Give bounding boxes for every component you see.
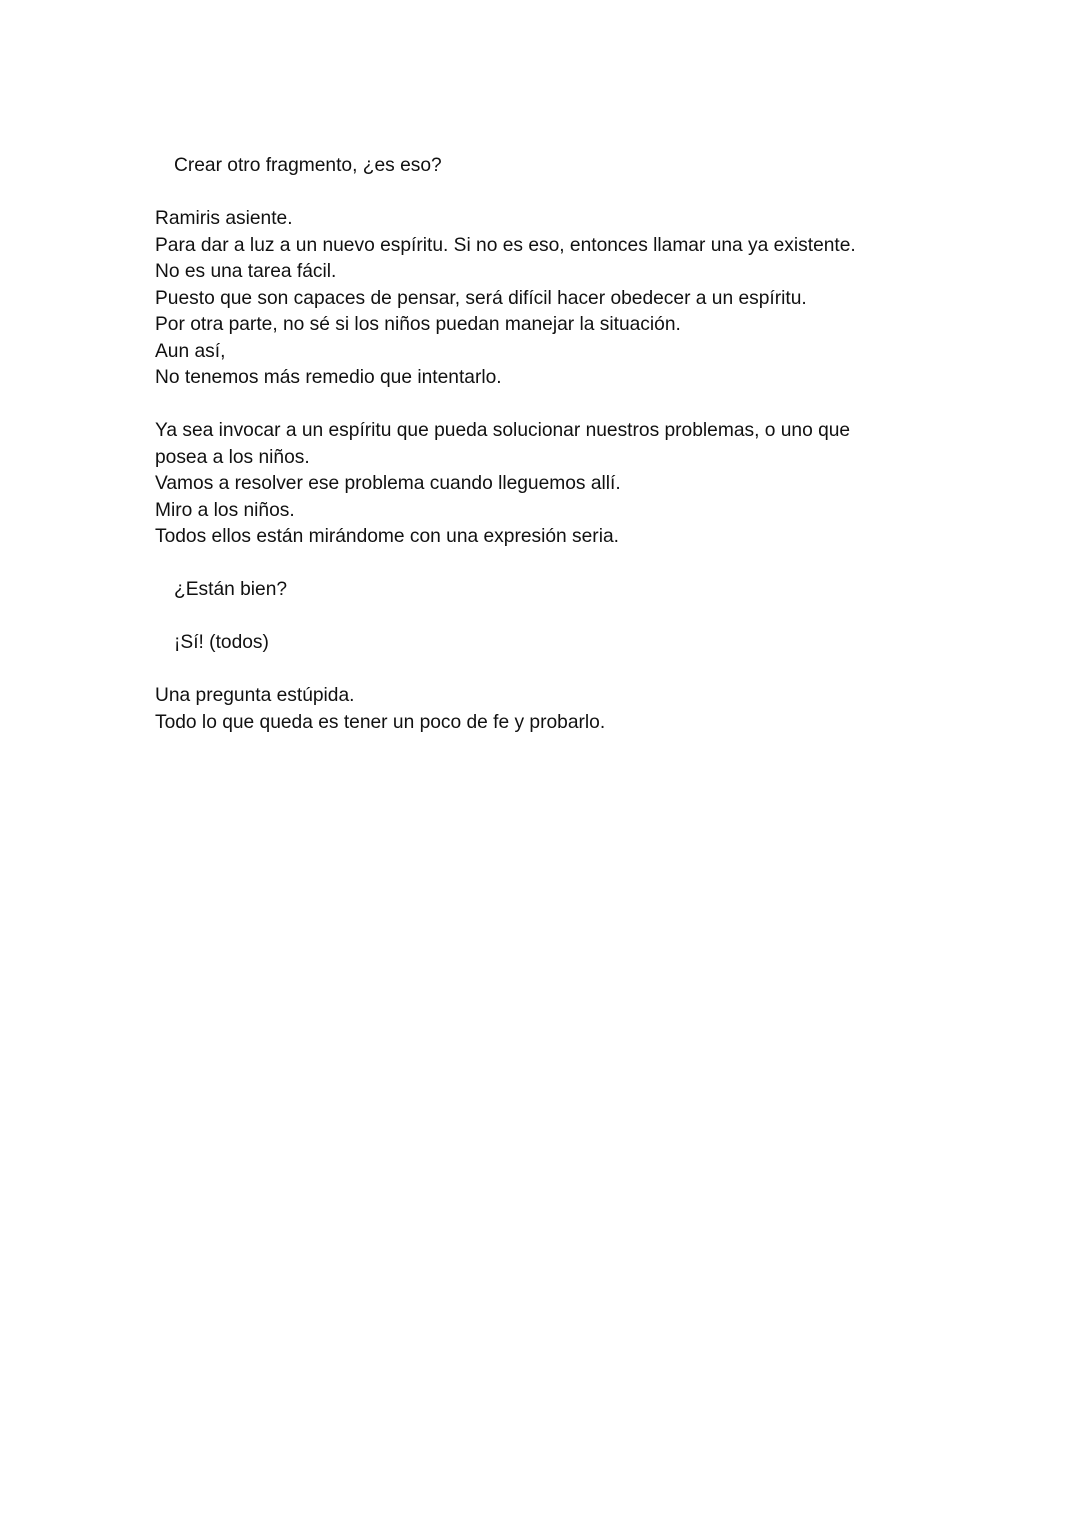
narration-line: Miro a los niños. (155, 499, 295, 521)
narration-line: Por otra parte, no sé si los niños puedan manejar la situación. (155, 314, 681, 335)
narration-line: Aun así, (155, 340, 226, 362)
narration-line: Para dar a luz a un nuevo espíritu. Si no es eso, entonces llamar una ya existente. (155, 234, 856, 256)
narration-line: Puesto que son capaces de pensar, será difícil hacer obedecer a un espíritu. (155, 287, 807, 309)
narration-line: No es una tarea fácil. (155, 261, 337, 282)
paragraph-gap (155, 551, 915, 578)
dialogue-line: Crear otro fragmento, ¿es eso? (174, 155, 442, 176)
dialogue-line: ¡Sí! (todos) (174, 632, 269, 653)
narration-line: Una pregunta estúpida. (155, 685, 355, 706)
narration-line: posea a los niños. (155, 446, 310, 468)
dialogue-line: ¿Están bien? (174, 579, 288, 600)
paragraph-gap (155, 180, 915, 207)
paragraph-gap (155, 657, 915, 684)
narration-line: Ya sea invocar a un espíritu que pueda solucionar nuestros problemas, o uno que (155, 420, 851, 441)
paragraph-gap (155, 392, 915, 419)
narration-line: Todo lo que queda es tener un poco de fe y probarlo. (155, 711, 606, 733)
narration-line: Ramiris asiente. (155, 208, 293, 229)
document-body (155, 153, 915, 736)
narration-line: No tenemos más remedio que intentarlo. (155, 367, 502, 388)
narration-line: Todos ellos están mirándome con una expresión seria. (155, 526, 619, 547)
narration-line: Vamos a resolver ese problema cuando lleguemos allí. (155, 473, 621, 494)
paragraph-gap (155, 604, 915, 631)
